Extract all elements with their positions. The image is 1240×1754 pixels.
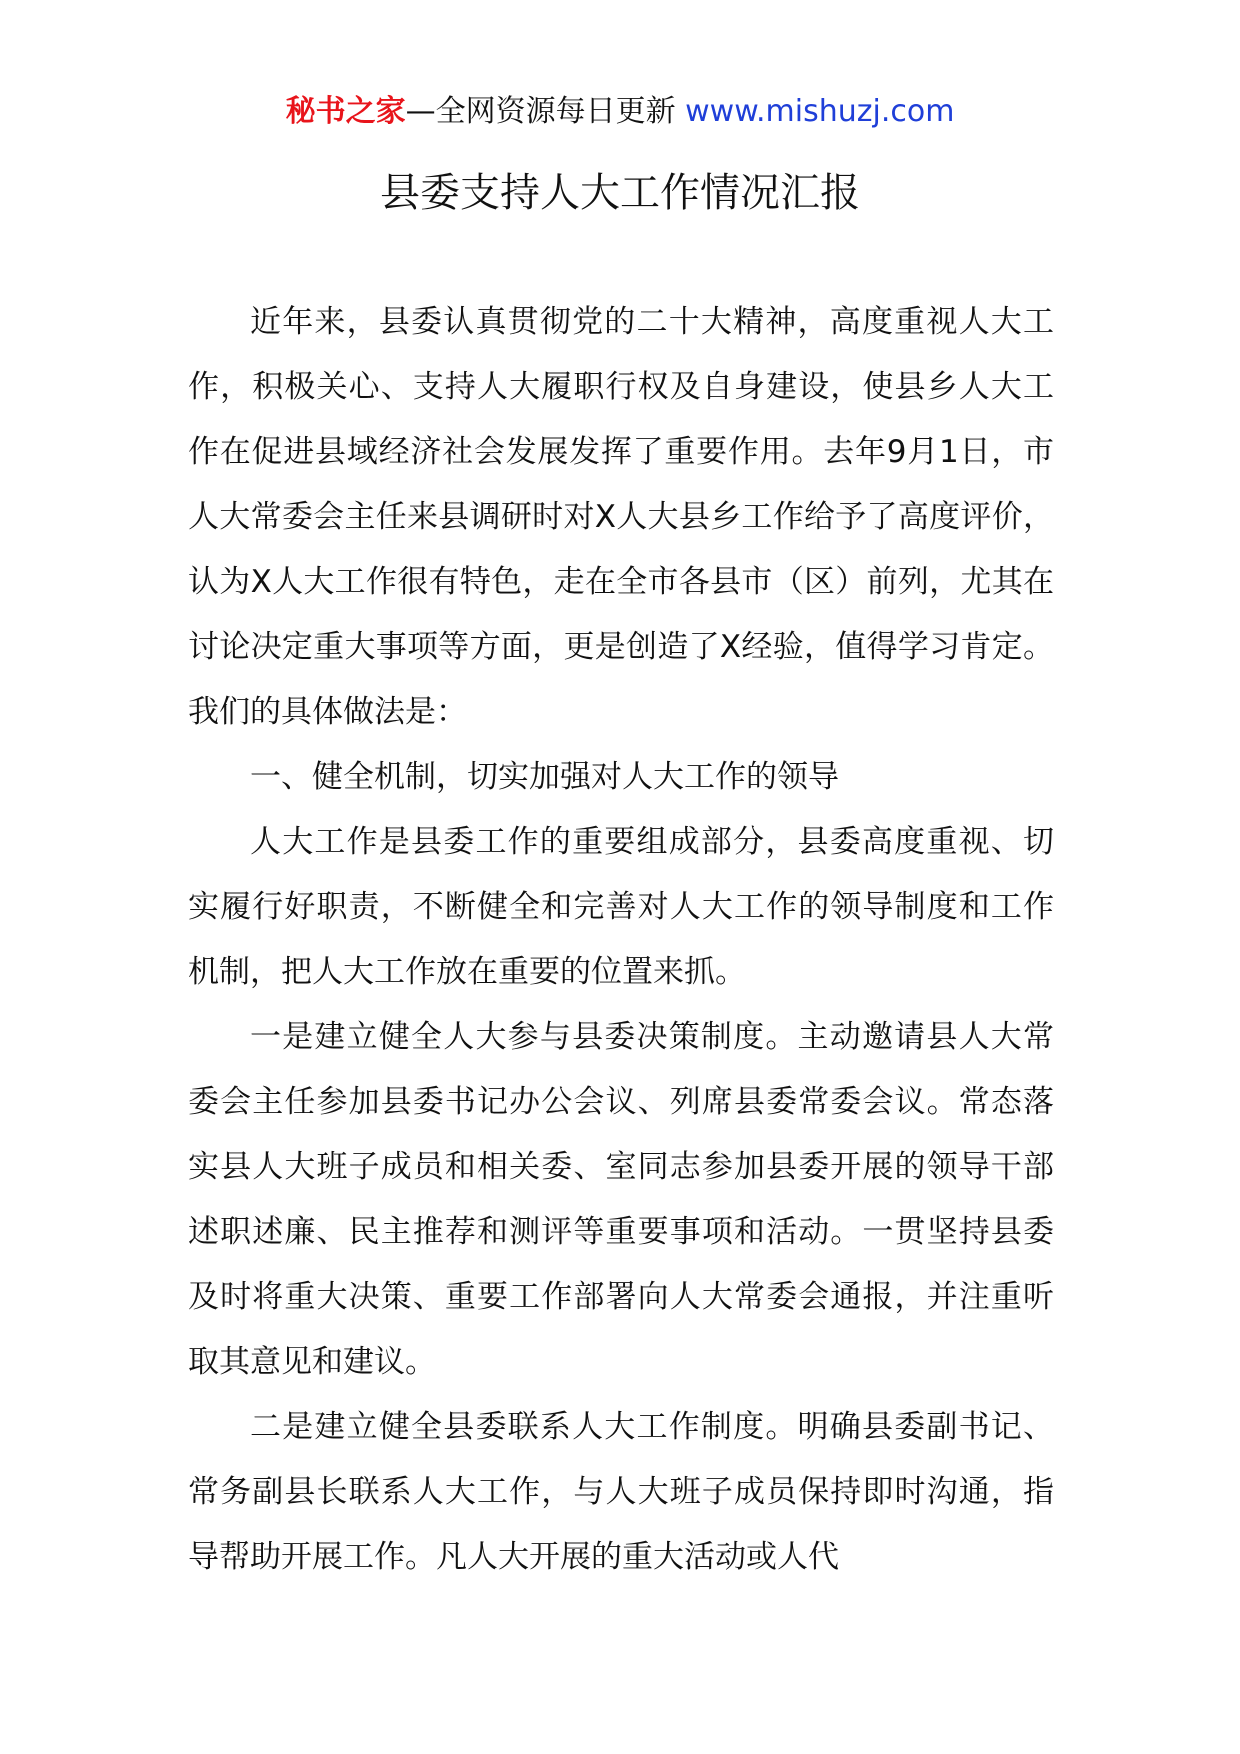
- site-tagline: —全网资源每日更新: [405, 94, 686, 129]
- document-body: [188, 290, 1054, 1590]
- document-title: 县委支持人大工作情况汇报: [380, 170, 860, 216]
- site-banner: [0, 92, 1240, 132]
- point-2-paragraph: 二是建立健全县委联系人大工作制度。明确县委副书记、常务副县长联系人大工作，与人大班子成员保持即时沟通，指导帮助开展工作。凡人大开展的重大活动或人代: [188, 1409, 1054, 1575]
- section-heading-1: 一、健全机制，切实加强对人大工作的领导: [250, 759, 839, 795]
- site-brand-name: 秘书之家: [285, 94, 406, 129]
- intro-paragraph: 近年来，县委认真贯彻党的二十大精神，高度重视人大工作，积极关心、支持人大履职行权及自身建设，使县乡人大工作在促进县域经济社会发展发挥了重要作用。去年9月1日，市人大常委会主任来县调研时对X人大县乡工作给予了高度评价，认为X人大工作很有特色，走在全市各县市（区）前列，尤其在讨论决定重大事项等方面，更是创造了X经验，值得学习肯定。我们的具体做法是：: [188, 304, 1054, 730]
- point-1-paragraph: 一是建立健全人大参与县委决策制度。主动邀请县人大常委会主任参加县委书记办公会议、列席县委常委会议。常态落实县人大班子成员和相关委、室同志参加县委开展的领导干部述职述廉、民主推荐和测评等重要事项和活动。一贯坚持县委及时将重大决策、重要工作部署向人大常委会通报，并注重听取其意见和建议。: [188, 1019, 1054, 1380]
- site-url-link[interactable]: www.mishuzj.com: [685, 94, 955, 129]
- section-1-intro-paragraph: 人大工作是县委工作的重要组成部分，县委高度重视、切实履行好职责，不断健全和完善对人大工作的领导制度和工作机制，把人大工作放在重要的位置来抓。: [188, 824, 1054, 990]
